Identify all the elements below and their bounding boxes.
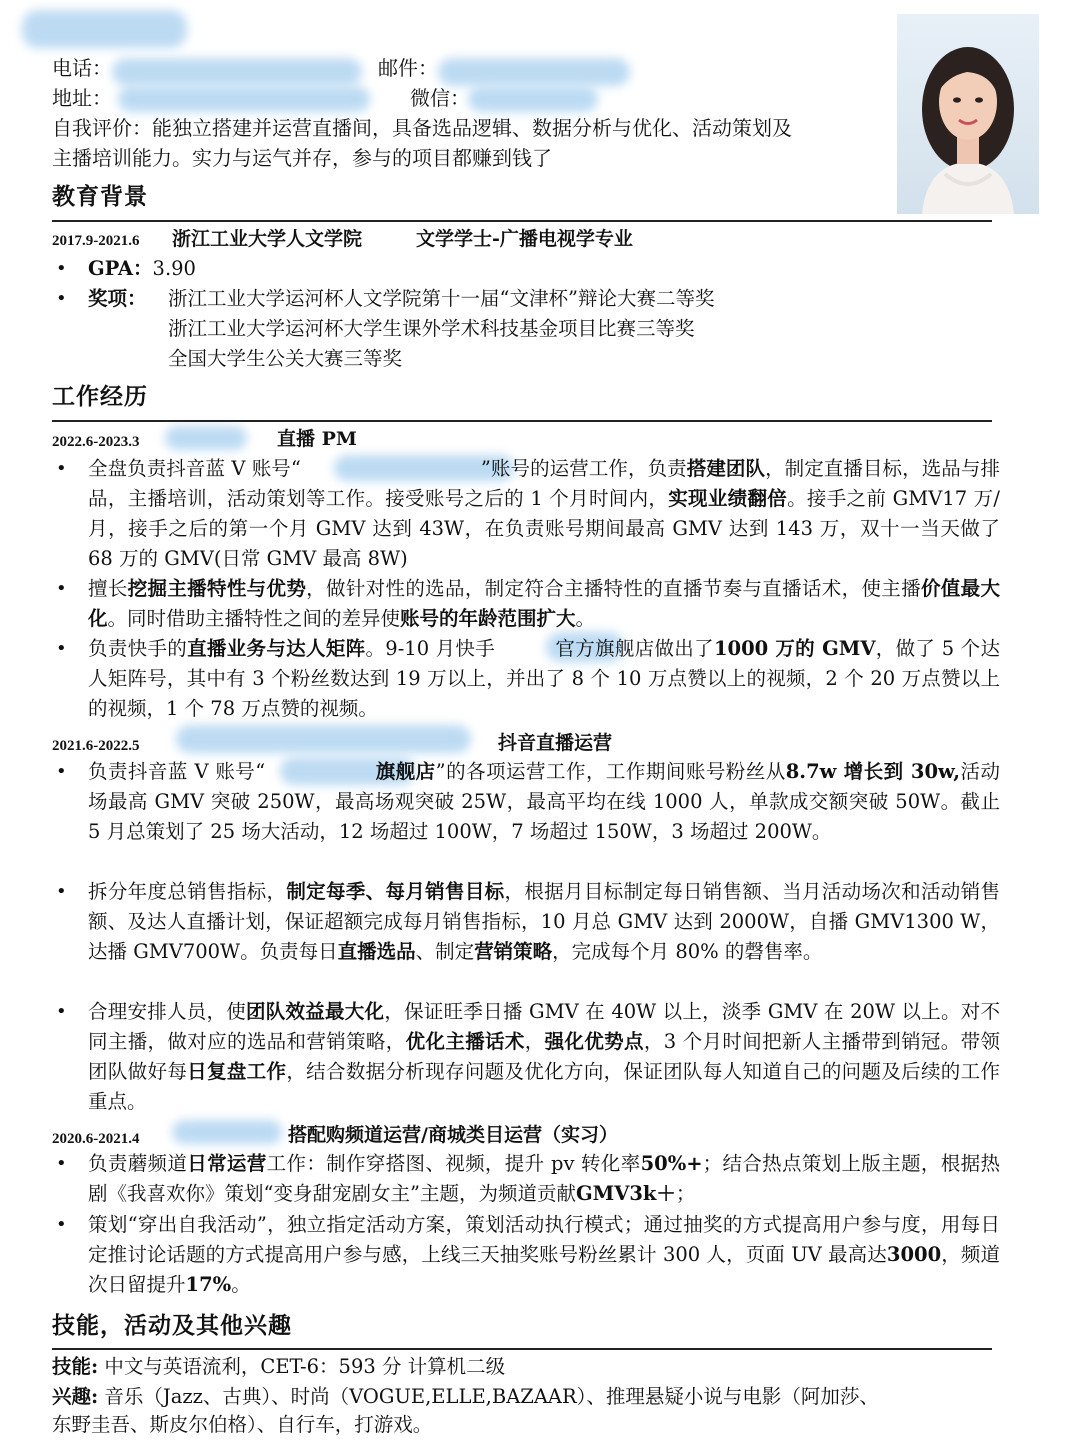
award-2: 浙江工业大学运河杯大学生课外学术科技基金项目比赛三等奖 (168, 317, 695, 340)
text: 策划“穿出自我活动”，独立指定活动方案，策划活动执行模式；通过抽奖的方式提高用户参与度，用每日定推讨论话题的方式提高用户参与感，上线三天抽奖账号粉丝累计 300 人，页面 UV 最高达 (88, 1213, 1000, 1266)
text: 。 (575, 607, 596, 630)
text: ，保证旺季日播 GMV 在 40W 以上，淡季 GMV 在 20W 以上。对不同主播，做对应的选品和营销策略， (88, 1000, 1000, 1053)
text: ”的各项运营工作，工作期间账号粉丝从 (435, 760, 786, 783)
text: 负责抖音蓝 V 账号“ (88, 760, 266, 783)
job1-bullet-1 (52, 454, 1000, 574)
redacted-phone (112, 58, 362, 86)
job1-bullet-2 (52, 574, 1000, 634)
interests-label: 兴趣: (52, 1385, 99, 1408)
bold-text: 日常运营 (187, 1152, 267, 1175)
work-title: 工作经历 (52, 384, 148, 410)
text: ； (675, 1182, 696, 1205)
bold-text: 挖掘主播特性与优势 (127, 577, 307, 600)
bold-text: 搭建团队 (686, 457, 766, 480)
job1-role: 直播 PM (277, 428, 357, 450)
redacted-wechat (468, 86, 598, 112)
text: 负责蘑频道 (88, 1152, 188, 1175)
interests-line-2: 东野圭吾、斯皮尔伯格）、自行车，打游戏。 (52, 1413, 433, 1436)
award-3: 全国大学生公关大赛三等奖 (168, 347, 403, 370)
redacted-email (438, 58, 630, 86)
redacted-company-3 (172, 1120, 282, 1144)
job2-date: 2021.6-2022.5 (52, 738, 140, 754)
address-label: 地址： (52, 86, 112, 110)
redacted-company-1 (165, 426, 247, 450)
skills-line (52, 1352, 505, 1382)
bold-text: 1000 万的 GMV (713, 637, 876, 660)
text: 。接手之前 GMV17 万/月，接手之后的第一个月 GMV 达到 43W，在负责账号期间最高 GMV 达到 143 万，双十一当天做了 68 万的 GMV(日常 GMV 最高 8W) (88, 487, 1001, 570)
redacted-address (118, 86, 370, 112)
interests-value: 音乐（Jazz、古典）、时尚（VOGUE,ELLE,BAZAAR）、推理悬疑小说与电影（阿加莎、 (98, 1385, 879, 1408)
email-label: 邮件： (378, 56, 438, 80)
text: 工作：制作穿搭图、视频，提升 pv 转化率 (266, 1152, 641, 1175)
job3-bullet-2 (52, 1210, 1000, 1300)
job2-bullet-3 (52, 997, 1000, 1117)
text: ，完成每个月 80% 的磬售率。 (552, 940, 823, 963)
text: 。9-10 月快手 (365, 637, 496, 660)
job3-role: 搭配购频道运营/商城类目运营（实习） (288, 1124, 618, 1146)
profile-photo (897, 14, 1039, 214)
education-title: 教育背景 (52, 184, 148, 210)
self-eval-line-1: 自我评价：能独立搭建并运营直播间，具备选品逻辑、数据分析与优化、活动策划及 (52, 116, 792, 140)
text: ”账号的运营工作，负责 (480, 457, 687, 480)
bold-text: 营销策略 (474, 940, 553, 963)
bold-text: 17% (185, 1273, 232, 1296)
text: 活动场最高 GMV 突破 250W，最高场观突破 25W，最高平均在线 1000 人，单款成交额突破 50W。截止 5 月总策划了 25 场大活动，12 场超过 100W，7 场超过 150W，3 场超过 200W。 (88, 760, 1000, 843)
job2-bullet-1 (52, 757, 1000, 847)
gpa-label: GPA： (88, 257, 153, 280)
text: ，频道次日留提升 (88, 1243, 1000, 1296)
bold-text: 直播业务与达人矩阵 (187, 637, 366, 660)
text: ，根据月目标制定每日销售额、当月活动场次和活动销售额、及达人直播计划，保证超额完成每月销售指标，10 月总 GMV 达到 2000W，自播 GMV1300 W，达播 GMV700W。负责每日 (88, 880, 1001, 963)
text: 负责快手的 (88, 637, 188, 660)
bold-text: 直播选品 (337, 940, 416, 963)
text: 擅长 (88, 577, 128, 600)
job3-bullet-1 (52, 1149, 1000, 1209)
skills-label: 技能: (52, 1355, 99, 1378)
text: 。 (231, 1273, 251, 1296)
skills-divider (52, 1348, 992, 1350)
bold-text: 团队效益最大化 (246, 1000, 385, 1023)
bold-text: 优化主播话术 (405, 1030, 525, 1053)
bold-text: 旗舰店 (375, 760, 436, 783)
text: 全盘负责抖音蓝 V 账号“ (88, 457, 301, 480)
job3-date: 2020.6-2021.4 (52, 1131, 140, 1147)
phone-label: 电话： (52, 56, 112, 80)
gpa-item (52, 254, 1000, 284)
bold-text: 8.7w 增长到 30w, (785, 760, 961, 783)
text: 合理安排人员，使 (88, 1000, 247, 1023)
portrait-image (897, 14, 1039, 214)
text: ，结合数据分析现存问题及优化方向，保证团队每人知道自己的问题及后续的工作重点。 (88, 1060, 1000, 1113)
wechat-label: 微信： (410, 86, 470, 110)
skills-title: 技能，活动及其他兴趣 (52, 1313, 292, 1339)
interests-line-1 (52, 1382, 879, 1412)
redacted-name (22, 10, 187, 48)
text: ；结合热点策划上版主题，根据热剧《我喜欢你》策划“变身甜宠剧女主”主题，为频道贡献 (88, 1152, 1000, 1205)
job2-bullet-2 (52, 877, 1000, 967)
bold-text: GMV3k＋ (575, 1182, 676, 1205)
text: 拆分年度总销售指标， (88, 880, 287, 903)
text: ， (524, 1030, 545, 1053)
bold-text: 价值最大化 (88, 577, 1000, 630)
bold-text: 实现业绩翻倍 (668, 487, 788, 510)
bold-text: 3000 (886, 1243, 942, 1266)
text: 、制定 (415, 940, 475, 963)
bold-text: 制定每季、每月销售目标 (286, 880, 505, 903)
skills-value: 中文与英语流利，CET-6：593 分 计算机二级 (98, 1355, 506, 1378)
text: ，做了 5 个达人矩阵号，其中有 3 个粉丝数达到 19 万以上，并出了 8 个 10 万点赞以上的视频，2 个 20 万点赞以上的视频，1 个 78 万点赞的视频。 (88, 637, 1000, 720)
text: 官方旗舰店做出了 (555, 637, 714, 660)
bold-text: 账号的年龄范围扩大 (400, 607, 576, 630)
work-divider (52, 420, 992, 422)
award-1: 浙江工业大学运河杯人文学院第十一届“文津杯”辩论大赛二等奖 (168, 287, 715, 310)
bold-text: 日复盘工作 (187, 1060, 287, 1083)
text: ，制定直播目标，选品与排品，主播培训，活动策划等工作。接受账号之后的 1 个月时间内， (88, 457, 1000, 510)
bold-text: 50%+ (640, 1152, 703, 1175)
education-divider (52, 220, 992, 222)
job1-bullet-3 (52, 634, 1000, 724)
redacted-company-2 (176, 725, 471, 753)
job1-date: 2022.6-2023.3 (52, 434, 140, 450)
job2-role: 抖音直播运营 (498, 732, 613, 754)
self-eval-line-2: 主播培训能力。实力与运气并存，参与的项目都赚到钱了 (52, 146, 552, 170)
education-degree: 文学学士-广播电视学专业 (416, 228, 633, 250)
text: ，3 个月时间把新人主播带到销冠。带领团队做好每 (88, 1030, 1000, 1083)
text: 。同时借助主播特性之间的差异使 (107, 607, 401, 630)
bold-text: 强化优势点 (544, 1030, 644, 1053)
education-school: 浙江工业大学人文学院 (172, 228, 363, 250)
text: ，做针对性的选品，制定符合主播特性的直播节奏与直播话术，使主播 (306, 577, 921, 600)
awards-label: 奖项： (88, 287, 147, 310)
education-date: 2017.9-2021.6 (52, 233, 140, 249)
gpa-value: 3.90 (152, 257, 196, 280)
